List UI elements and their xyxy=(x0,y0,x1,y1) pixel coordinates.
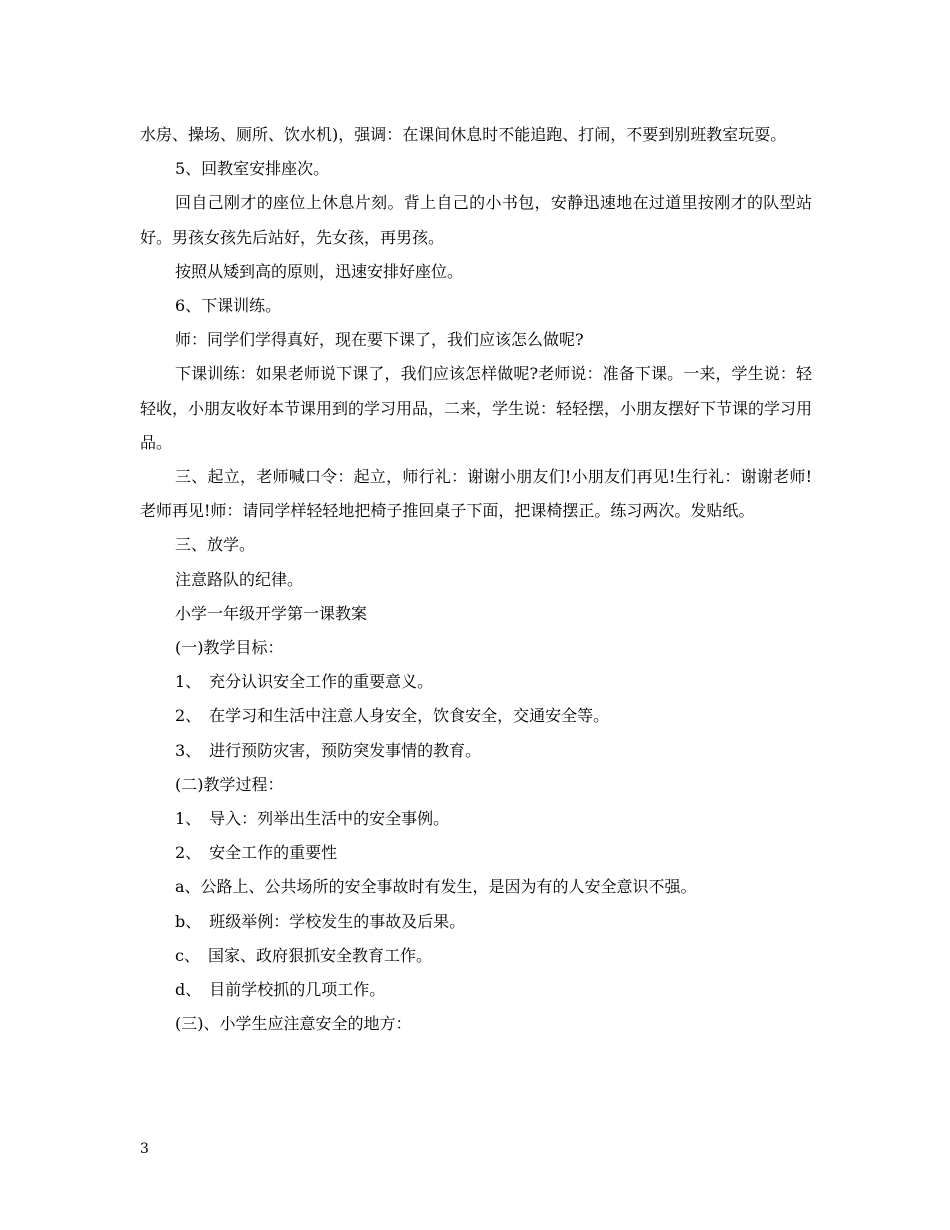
paragraph-continuation: 水房、操场、厕所、饮水机)，强调：在课间休息时不能追跑、打闹，不要到别班教室玩耍。 xyxy=(140,125,787,144)
list-item-goal-2: 2、 在学习和生活中注意人身安全，饮食安全，交通安全等。 xyxy=(175,706,610,726)
document-body xyxy=(140,118,812,1041)
paragraph-queue-discipline: 注意路队的纪律。 xyxy=(175,569,304,589)
paragraph-step-6-heading: 6、下课训练。 xyxy=(175,296,282,316)
paragraph-step-5-heading: 5、回教室安排座次。 xyxy=(175,159,330,179)
page-number: 3 xyxy=(140,1141,149,1157)
paragraph-seat-order: 按照从矮到高的原则，迅速安排好座位。 xyxy=(175,261,464,281)
section-title: 小学一年级开学第一课教案 xyxy=(175,603,368,623)
heading-safety-places: (三)、小学生应注意安全的地方： xyxy=(175,1014,412,1034)
list-item-sub-a: a、公路上、公共场所的安全事故时有发生，是因为有的人安全意识不强。 xyxy=(175,877,697,897)
paragraph-stand-up: 三、起立，老师喊口令：起立，师行礼：谢谢小朋友们!小朋友们再见!生行礼：谢谢老师!老师再见!师：请同学样轻轻地把椅子推回桌子下面，把课椅摆正。练习两次。发贴纸。 xyxy=(140,467,812,521)
paragraph-dismissal-training: 下课训练：如果老师说下课了，我们应该怎样做呢?老师说：准备下课。一来，学生说：轻轻收，小朋友收好本节课用到的学习用品，二来，学生说：轻轻摆，小朋友摆好下节课的学习用品。 xyxy=(140,364,813,452)
list-item-sub-d: d、 目前学校抓的几项工作。 xyxy=(175,980,386,1000)
paragraph-line-up: 回自己刚才的座位上休息片刻。背上自己的小书包，安静迅速地在过道里按刚才的队型站好。男孩女孩先后站好，先女孩，再男孩。 xyxy=(140,193,812,247)
list-item-goal-3: 3、 进行预防灾害，预防突发事情的教育。 xyxy=(175,740,482,760)
paragraph-teacher-question: 师：同学们学得真好，现在要下课了，我们应该怎么做呢? xyxy=(175,330,584,350)
heading-teaching-process: (二)教学过程： xyxy=(175,774,284,794)
list-item-sub-b: b、 班级举例：学校发生的事故及后果。 xyxy=(175,911,466,931)
paragraph-school-out-heading: 三、放学。 xyxy=(175,535,256,555)
list-item-goal-1: 1、 充分认识安全工作的重要意义。 xyxy=(175,672,434,692)
list-item-process-2: 2、 安全工作的重要性 xyxy=(175,843,338,863)
list-item-sub-c: c、 国家、政府狠抓安全教育工作。 xyxy=(175,945,432,965)
list-item-process-1: 1、 导入：列举出生活中的安全事例。 xyxy=(175,809,450,829)
heading-teaching-goals: (一)教学目标： xyxy=(175,638,284,658)
